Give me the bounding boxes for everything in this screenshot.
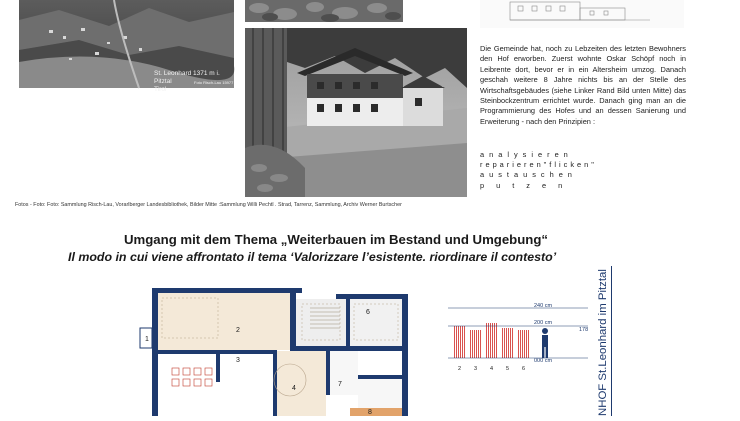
bar-number: 3: [474, 366, 478, 372]
village-caption-credit: Foto Risch-Lau 15977: [194, 80, 234, 85]
principle-item: austauschen: [480, 170, 577, 180]
level-label-000: 000 cm: [534, 358, 553, 364]
village-caption-region: Tirol: [154, 86, 167, 93]
section-bar: [486, 323, 498, 358]
bar-number: 4: [490, 366, 494, 372]
village-photo: [19, 0, 234, 93]
room-number-4: 4: [292, 385, 296, 392]
heading-german: Umgang mit dem Thema „Weiterbauen im Bestand und Umgebung“: [124, 232, 548, 247]
principle-item: reparieren"flicken": [480, 160, 597, 170]
room-number-1: 1: [145, 336, 149, 343]
person-icon: [542, 328, 548, 358]
level-label-200: 200 cm: [534, 320, 553, 326]
level-label-240: 240 cm: [534, 303, 553, 309]
description-text: Die Gemeinde hat, noch zu Lebzeiten des letzten Bewohners den Hof erworben. Zuerst wohnte Oskar Schöpf noch in Leibrente dort, bevor er in ein Altersheim umzog. Danach geschah weitere 8 Jahre nichts bis an der Stelle des Wirtschaftsgebäudes (siehe Linker Rand Bild unten Mitte) das Steinbockzentrum errichtet wurde. Danach ging man an die Programmierung des Hofes und an dessen Sanierung und Erweiterung - nach den Prinzipien :: [480, 44, 686, 126]
room-number-6: 6: [366, 309, 370, 316]
room-number-8: 8: [368, 409, 372, 416]
section-bar: [518, 330, 530, 358]
house-sketch: [480, 0, 684, 28]
bar-number: 2: [458, 366, 462, 372]
vertical-rule: [611, 266, 612, 416]
level-label-ref: 178: [579, 327, 589, 333]
room-number-7: 7: [338, 381, 342, 388]
heading-italian: Il modo in cui viene affrontato il tema ‘Valorizzare l’esistente. riordinare il contesto’: [68, 250, 557, 264]
section-bar: [470, 330, 482, 358]
farmhouse-photo: [245, 28, 467, 197]
section-bar: [502, 328, 514, 358]
village-caption-place: St. Leonhard 1371 m i. Pitztal: [154, 70, 220, 85]
vertical-title: NHOF St.Leonhard im Pitztal: [597, 269, 609, 416]
bar-number: 6: [522, 366, 526, 372]
floor-plan: [140, 280, 412, 416]
bar-number: 5: [506, 366, 510, 372]
principle-item: putzen: [480, 180, 575, 190]
village-caption: [154, 70, 234, 94]
photo-credits: Fotos - Foto: Foto: Sammlung Risch-Lau, Vorarlberger Landesbibliothek, Bilder Mitte :Sammlung Willi Pechtl . Strad, Tarrenz, Sammlung, Archiv Werner Burtscher: [15, 202, 402, 208]
room-number-2: 2: [236, 327, 240, 334]
principles-list: [480, 150, 686, 191]
room-number-3: 3: [236, 357, 240, 364]
section-bar: [454, 326, 466, 358]
principle-item: analysieren: [480, 150, 573, 159]
section-diagram: [448, 300, 593, 380]
stone-wall-photo: [245, 0, 403, 22]
